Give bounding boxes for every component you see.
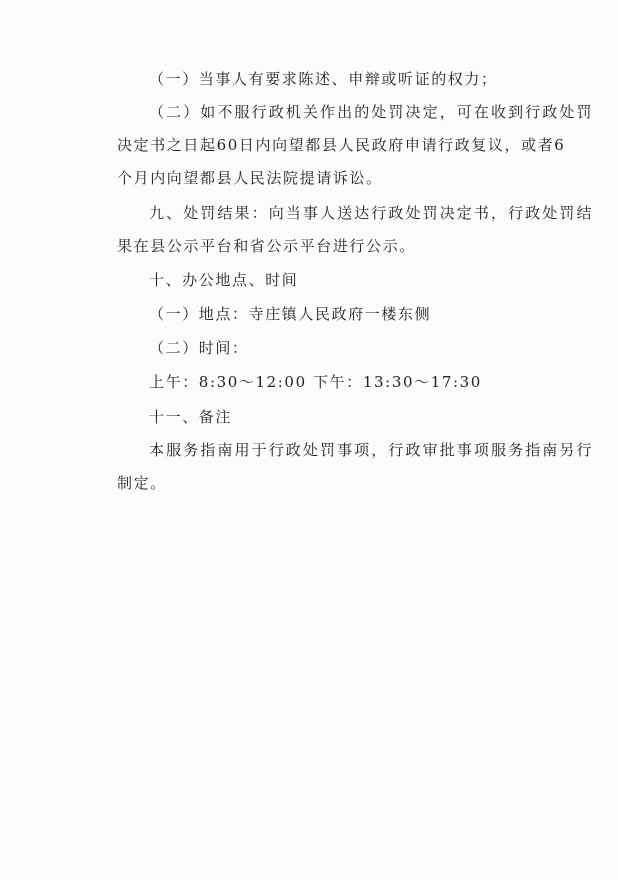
- office-location: （一）地点：寺庄镇人民政府一楼东侧: [149, 305, 432, 323]
- office-hours-times: 上午：8:30～12:00 下午：13:30～17:30: [149, 373, 482, 391]
- rights-item-2-line-3: 个月内向望都县人民法院提请诉讼。: [117, 169, 383, 187]
- rights-item-2-line-1: （二）如不服行政机关作出的处罚决定，可在收到行政处罚: [149, 103, 594, 121]
- remarks-line-1: 本服务指南用于行政处罚事项，行政审批事项服务指南另行: [149, 441, 594, 459]
- section-11-heading: 十一、备注: [149, 408, 233, 426]
- rights-item-2-line-2: 决定书之日起60日内向望都县人民政府申请行政复议，或者6: [117, 136, 566, 154]
- rights-item-1: （一）当事人有要求陈述、申辩或听证的权力；: [149, 70, 498, 88]
- office-hours-label: （二）时间：: [149, 339, 249, 357]
- section-9-line-1: 九、处罚结果：向当事人送达行政处罚决定书，行政处罚结: [149, 204, 594, 222]
- remarks-line-2: 制定。: [117, 474, 167, 492]
- section-10-heading: 十、办公地点、时间: [149, 271, 299, 289]
- section-9-line-2: 果在县公示平台和省公示平台进行公示。: [117, 237, 416, 255]
